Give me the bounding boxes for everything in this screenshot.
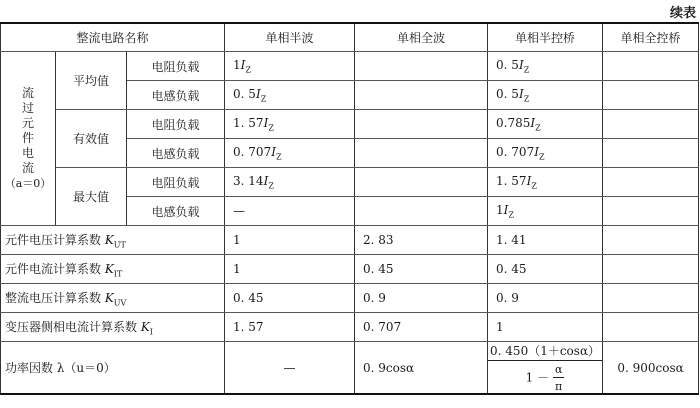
pi: π xyxy=(555,380,563,393)
half-control-bridge-value: 0. $5I_Z$ xyxy=(488,81,603,110)
full-control-bridge-value xyxy=(603,255,699,284)
coefficient-row xyxy=(1,255,699,284)
full-wave-value xyxy=(355,197,488,226)
half-wave-value: 1. $57I_Z$ xyxy=(225,110,355,139)
table-row xyxy=(1,52,699,81)
group-label: 平均值 xyxy=(56,52,127,110)
half-wave-value: — xyxy=(225,342,355,395)
full-wave-value xyxy=(355,168,488,197)
full-control-bridge-value xyxy=(603,313,699,342)
full-wave-value: 2. 83 xyxy=(355,226,488,255)
group-label: 有效值 xyxy=(56,110,127,168)
half-wave-value: $1I_Z$ xyxy=(225,52,355,81)
full-control-bridge-value xyxy=(603,110,699,139)
full-wave-value xyxy=(355,52,488,81)
half-control-bridge-value: 1 xyxy=(488,313,603,342)
full-control-bridge-value xyxy=(603,139,699,168)
full-control-bridge-value xyxy=(603,197,699,226)
load-type: 电感负载 xyxy=(127,139,225,168)
side-label-condition: （a＝0） xyxy=(4,177,52,190)
half-wave-value: 0. 45 xyxy=(225,284,355,313)
header-full-wave: 单相全波 xyxy=(355,23,488,52)
power-factor-row xyxy=(1,342,699,395)
header-circuit-name: 整流电路名称 xyxy=(1,23,225,52)
full-wave-value: 0. 707 xyxy=(355,313,488,342)
element-current-side-label xyxy=(1,52,56,226)
load-type: 电感负载 xyxy=(127,81,225,110)
coefficient-label: 整流电压计算系数 $K_{UV}$ xyxy=(1,284,225,313)
full-wave-value xyxy=(355,110,488,139)
full-control-bridge-value xyxy=(603,81,699,110)
load-type: 电感负载 xyxy=(127,197,225,226)
full-wave-value: 0. 9 xyxy=(355,284,488,313)
alpha-over-pi xyxy=(553,363,564,393)
half-control-bridge-value xyxy=(488,342,603,395)
group-label: 最大值 xyxy=(56,168,127,226)
half-control-bridge-value: 0. 45 xyxy=(488,255,603,284)
half-wave-value: 0. $707I_Z$ xyxy=(225,139,355,168)
half-control-bridge-value: 0. $707I_Z$ xyxy=(488,139,603,168)
half-control-bridge-value: 1. 41 xyxy=(488,226,603,255)
power-factor-label: 功率因数 λ（u＝0） xyxy=(1,342,225,395)
half-control-bridge-value: 0. $5I_Z$ xyxy=(488,52,603,81)
coefficient-label: 元件电流计算系数 $K_{IT}$ xyxy=(1,255,225,284)
half-control-bridge-value: $1I_Z$ xyxy=(488,197,603,226)
header-half-wave: 单相半波 xyxy=(225,23,355,52)
fraction-denominator xyxy=(488,361,602,393)
half-wave-value: 1. 57 xyxy=(225,313,355,342)
half-wave-value: 0. $5I_Z$ xyxy=(225,81,355,110)
full-control-bridge-value xyxy=(603,52,699,81)
coefficient-row xyxy=(1,313,699,342)
half-wave-value: — xyxy=(225,197,355,226)
coefficient-label: 变压器侧相电流计算系数 $K_I$ xyxy=(1,313,225,342)
full-wave-value: 0. 9cosα xyxy=(355,342,488,395)
half-control-bridge-value: 1. $57I_Z$ xyxy=(488,168,603,197)
half-wave-value: 3. $14I_Z$ xyxy=(225,168,355,197)
header-full-control-bridge: 单相全控桥 xyxy=(603,23,699,52)
full-wave-value: 0. 45 xyxy=(355,255,488,284)
half-control-bridge-value: 0. 9 xyxy=(488,284,603,313)
coefficient-row xyxy=(1,226,699,255)
full-control-bridge-value xyxy=(603,226,699,255)
side-label-vertical-text: 流过元件电流 xyxy=(21,86,34,175)
full-control-bridge-value xyxy=(603,168,699,197)
load-type: 电阻负载 xyxy=(127,52,225,81)
fraction-numerator: 0. 450（1＋cosα） xyxy=(488,342,602,361)
rectifier-parameter-table xyxy=(0,22,699,395)
power-factor-fraction xyxy=(488,342,602,393)
header-half-control-bridge: 单相半控桥 xyxy=(488,23,603,52)
coefficient-label: 元件电压计算系数 $K_{UT}$ xyxy=(1,226,225,255)
full-control-bridge-value: 0. 900cosα xyxy=(603,342,699,395)
full-wave-value xyxy=(355,139,488,168)
half-wave-value: 1 xyxy=(225,255,355,284)
load-type: 电阻负载 xyxy=(127,110,225,139)
half-control-bridge-value: $0.785I_Z$ xyxy=(488,110,603,139)
alpha: α xyxy=(554,363,563,376)
table-row xyxy=(1,168,699,197)
half-wave-value: 1 xyxy=(225,226,355,255)
continued-label: 续表 xyxy=(669,6,696,21)
denominator-prefix: 1 － xyxy=(525,370,550,385)
full-control-bridge-value xyxy=(603,284,699,313)
header-row xyxy=(1,23,699,52)
table-row xyxy=(1,110,699,139)
full-wave-value xyxy=(355,81,488,110)
coefficient-row xyxy=(1,284,699,313)
load-type: 电阻负载 xyxy=(127,168,225,197)
